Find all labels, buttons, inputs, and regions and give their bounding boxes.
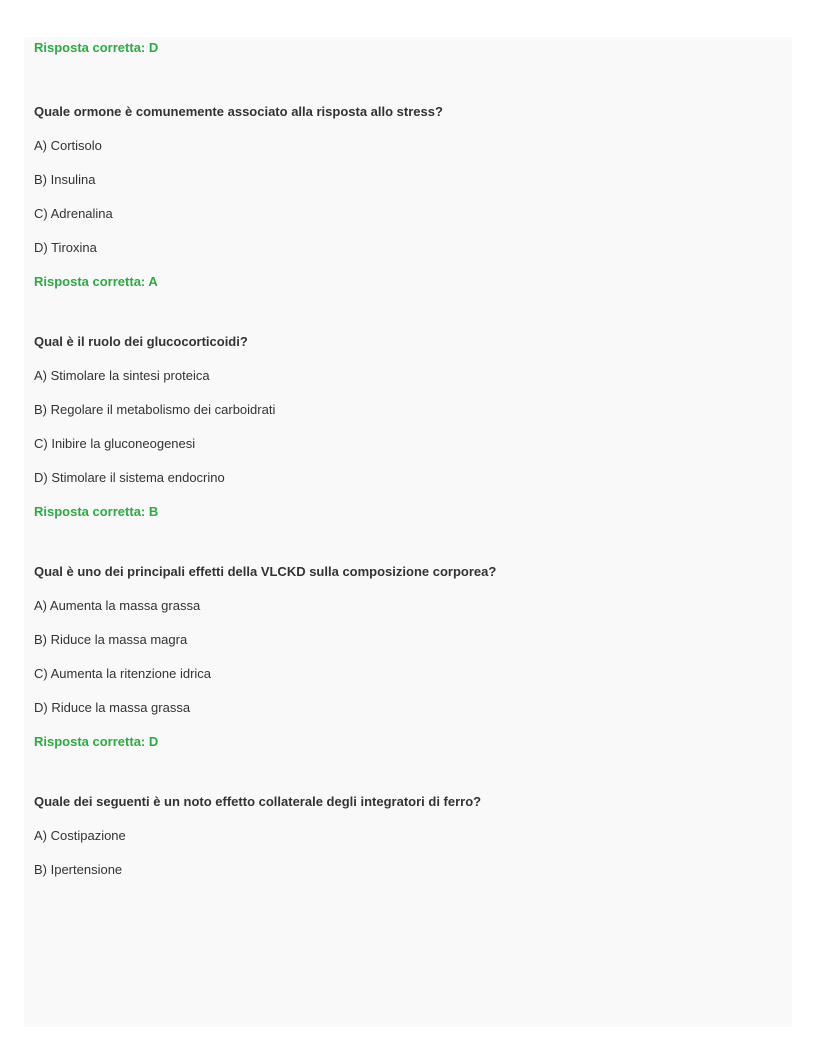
question-text: Qual è uno dei principali effetti della VLCKD sulla composizione corporea? (34, 564, 497, 579)
answer-option-d: D) Riduce la massa grassa (34, 700, 191, 715)
answer-option-a: A) Aumenta la massa grassa (34, 598, 201, 613)
answer-option-c: C) Aumenta la ritenzione idrica (34, 666, 212, 681)
answer-option-c: C) Inibire la gluconeogenesi (34, 436, 196, 451)
answer-option-b: B) Ipertensione (34, 862, 123, 877)
correct-answer: Risposta corretta: D (34, 40, 159, 55)
answer-option-c: C) Adrenalina (34, 206, 113, 221)
correct-answer: Risposta corretta: D (34, 734, 159, 749)
correct-answer: Risposta corretta: B (34, 504, 159, 519)
question-text: Qual è il ruolo dei glucocorticoidi? (34, 334, 248, 349)
quiz-question-3 (34, 564, 774, 750)
quiz-content (34, 37, 774, 878)
answer-option-a: A) Costipazione (34, 828, 126, 843)
correct-answer: Risposta corretta: A (34, 274, 158, 289)
answer-option-d: D) Tiroxina (34, 240, 97, 255)
answer-option-b: B) Regolare il metabolismo dei carboidrati (34, 402, 276, 417)
question-text: Quale ormone è comunemente associato alla risposta allo stress? (34, 104, 443, 119)
answer-option-d: D) Stimolare il sistema endocrino (34, 470, 225, 485)
answer-option-b: B) Riduce la massa magra (34, 632, 188, 647)
answer-option-b: B) Insulina (34, 172, 96, 187)
quiz-question-4 (34, 794, 774, 878)
question-text: Quale dei seguenti è un noto effetto collaterale degli integratori di ferro? (34, 794, 482, 809)
quiz-question-2 (34, 334, 774, 520)
answer-option-a: A) Cortisolo (34, 138, 102, 153)
quiz-question-1 (34, 104, 774, 290)
answer-option-a: A) Stimolare la sintesi proteica (34, 368, 210, 383)
